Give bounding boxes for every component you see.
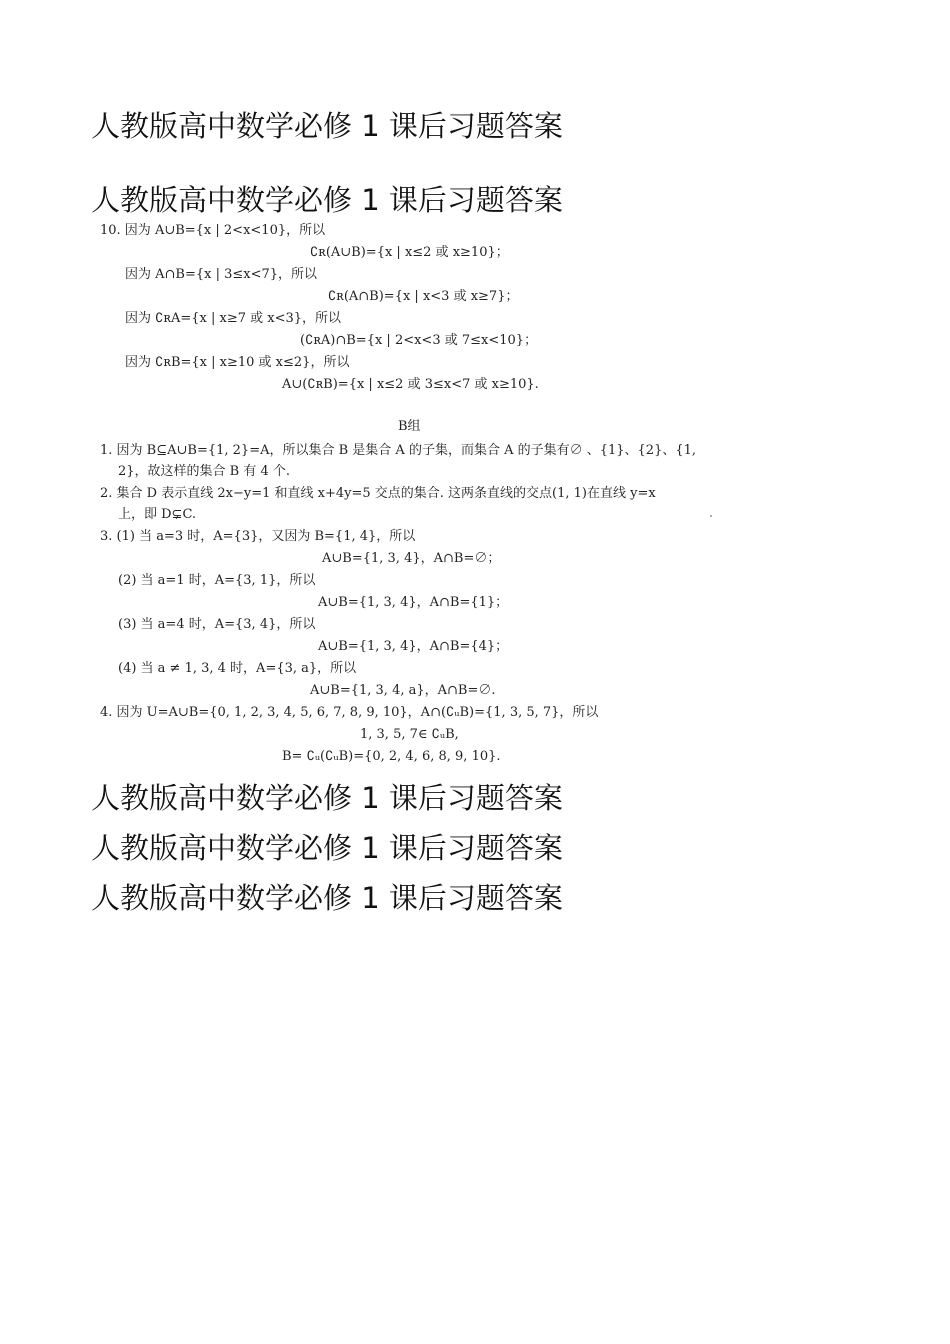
- answer-line: 上，即 D⊊C.: [118, 507, 197, 522]
- answer-line: B= ∁ᵤ(∁ᵤB)={0, 2, 4, 6, 8, 9, 10}.: [282, 749, 501, 764]
- answer-line: 4. 因为 U=A∪B={0, 1, 2, 3, 4, 5, 6, 7, 8, 9, 10}，A∩(∁ᵤB)={1, 3, 5, 7}，所以: [100, 705, 599, 720]
- group-b-title: B组: [398, 419, 421, 434]
- answer-line: 3. (1) 当 a=3 时，A={3}，又因为 B={1, 4}，所以: [100, 529, 416, 544]
- answer-line: 2. 集合 D 表示直线 2x−y=1 和直线 x+4y=5 交点的集合. 这两条直线的交点(1, 1)在直线 y=x: [100, 486, 656, 501]
- answer-line: A∪B={1, 3, 4, a}，A∩B=∅.: [310, 683, 496, 698]
- answer-line: (4) 当 a ≠ 1, 3, 4 时，A={3, a}，所以: [118, 661, 357, 676]
- answer-line: A∪B={1, 3, 4}，A∩B=∅；: [322, 551, 501, 566]
- answer-line: 1. 因为 B⊆A∪B={1, 2}=A，所以集合 B 是集合 A 的子集，而集合 A 的子集有∅ 、{1}、{2}、{1,: [100, 443, 697, 458]
- answer-line: A∪B={1, 3, 4}，A∩B={1}；: [318, 595, 509, 610]
- answer-line: 因为 A∩B={x | 3≤x<7}，所以: [125, 267, 318, 282]
- page-heading: 人教版高中数学必修 1 课后习题答案: [91, 109, 563, 143]
- scan-speck: [710, 515, 712, 517]
- page-heading: 人教版高中数学必修 1 课后习题答案: [91, 881, 563, 915]
- page-heading: 人教版高中数学必修 1 课后习题答案: [91, 831, 563, 865]
- answer-line: (3) 当 a=4 时，A={3, 4}，所以: [118, 617, 316, 632]
- answer-line: 因为 ∁ʀA={x | x≥7 或 x<3}，所以: [125, 311, 342, 326]
- page-heading: 人教版高中数学必修 1 课后习题答案: [91, 781, 563, 815]
- answer-line: (∁ʀA)∩B={x | 2<x<3 或 7≤x<10}；: [300, 333, 538, 348]
- page-heading: 人教版高中数学必修 1 课后习题答案: [91, 183, 563, 217]
- answer-line: 10. 因为 A∪B={x | 2<x<10}，所以: [100, 223, 326, 238]
- scanned-answer-image: [92, 220, 732, 768]
- answer-line: ∁ʀ(A∪B)={x | x≤2 或 x≥10}；: [310, 245, 509, 260]
- answer-line: A∪(∁ʀB)={x | x≤2 或 3≤x<7 或 x≥10}.: [282, 377, 539, 392]
- answer-line: 1, 3, 5, 7∈ ∁ᵤB,: [360, 727, 459, 742]
- answer-line: A∪B={1, 3, 4}，A∩B={4}；: [318, 639, 509, 654]
- answer-line: (2) 当 a=1 时，A={3, 1}，所以: [118, 573, 316, 588]
- answer-line: 因为 ∁ʀB={x | x≥10 或 x≤2}，所以: [125, 355, 350, 370]
- answer-line: ∁ʀ(A∩B)={x | x<3 或 x≥7}；: [328, 289, 519, 304]
- answer-line: 2}，故这样的集合 B 有 4 个.: [118, 464, 291, 479]
